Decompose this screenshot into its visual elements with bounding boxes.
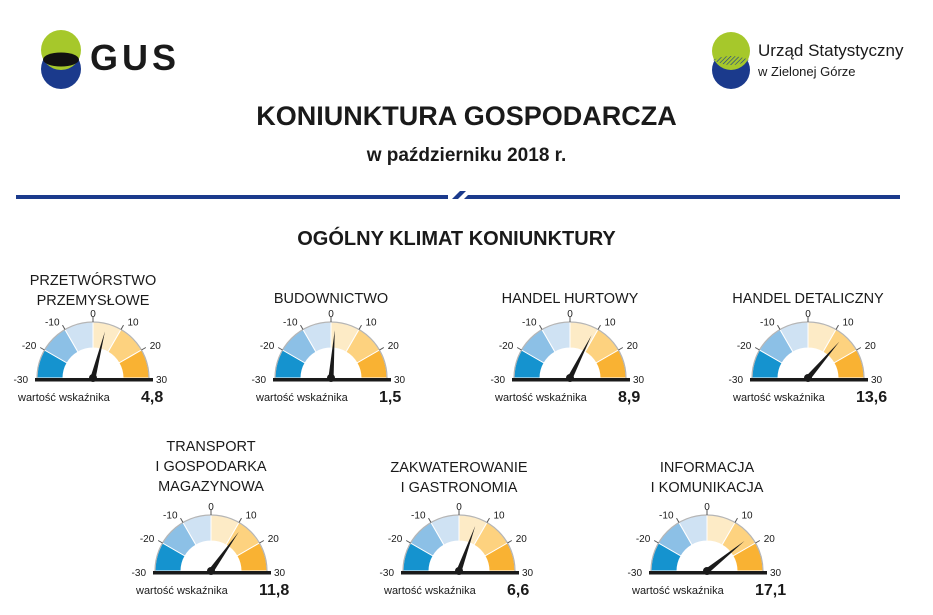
value-caption: wartość wskaźnika: [632, 585, 724, 597]
value-caption: wartość wskaźnika: [136, 585, 228, 597]
gauge-label: PRZETWÓRSTWO PRZEMYSŁOWE: [29, 273, 157, 309]
gauge-tick: [778, 325, 781, 329]
gauge-tick-label: 20: [763, 534, 775, 545]
gauge-tick-label: 0: [704, 502, 710, 513]
gauge-tick: [121, 325, 124, 329]
gauge-needle-hub: [89, 374, 97, 382]
gauge-tick-label: 30: [156, 375, 168, 386]
gauge-tick-label: -20: [387, 534, 403, 545]
gauge-tick-label: -20: [21, 341, 37, 352]
header-divider: [16, 189, 900, 203]
gauge-tick: [239, 518, 242, 522]
gauge-tick-label: 10: [493, 510, 505, 522]
gauge-tick-label: -20: [259, 341, 275, 352]
gauge-tick-label: -30: [251, 375, 266, 386]
gauge-tick-label: 30: [394, 375, 406, 386]
gauge-tick-label: -20: [139, 534, 155, 545]
gauge-dial: [374, 501, 544, 583]
gauge-label: INFORMACJA I KOMUNIKACJA: [650, 460, 764, 496]
gauge-dial: [723, 308, 893, 390]
gauge-tick-label: 10: [127, 317, 139, 329]
gauge-tick-label: -10: [411, 510, 426, 522]
value-caption: wartość wskaźnika: [495, 392, 587, 404]
gauge-tick: [856, 348, 860, 351]
gauge-tick-label: 10: [604, 317, 616, 329]
gauge-dial: [622, 501, 792, 583]
gauge-tick: [517, 348, 521, 351]
gauge-tick-label: 0: [567, 309, 573, 320]
gauge-needle-hub: [566, 374, 574, 382]
gauge-tick-label: 0: [456, 502, 462, 513]
gauge-value: 6,6: [507, 582, 530, 599]
gauge-tick-label: -30: [131, 568, 146, 579]
gauge-tick-label: -10: [163, 510, 178, 522]
gauge-tick: [181, 518, 184, 522]
gauge-tick-label: -30: [13, 375, 28, 386]
gauge-tick: [755, 541, 759, 544]
gauge-tick-label: -10: [45, 317, 60, 329]
gauge-dial: [126, 501, 296, 583]
gauge-label: TRANSPORT I GOSPODARKA MAGAZYNOWA: [155, 439, 267, 495]
gauge-value: 13,6: [856, 389, 888, 406]
gauge-tick-label: 20: [626, 341, 638, 352]
gauge-label: HANDEL HURTOWY: [501, 291, 639, 307]
gauge-label: ZAKWATEROWANIE I GASTRONOMIA: [390, 460, 528, 496]
gauge-tick: [836, 325, 839, 329]
section-title: OGÓLNY KLIMAT KONIUNKTURY: [297, 228, 616, 250]
gauge-tick: [63, 325, 66, 329]
gauge-tick-label: 10: [245, 510, 257, 522]
gauge-tick: [301, 325, 304, 329]
gauge-tick-label: 30: [871, 375, 883, 386]
gauge-tick-label: 20: [864, 341, 876, 352]
statistical-office-logo: [710, 30, 915, 92]
gauge-tick: [735, 518, 738, 522]
gauge-tick-label: -30: [728, 375, 743, 386]
gauge-value: 1,5: [379, 389, 402, 406]
gauge-tick: [259, 541, 263, 544]
gauge-tick-label: 30: [770, 568, 782, 579]
page-title: KONIUNKTURA GOSPODARCZA: [256, 101, 677, 131]
gauge-value: 4,8: [141, 389, 164, 406]
gauge-tick: [507, 541, 511, 544]
gauge-tick: [654, 541, 658, 544]
gauge-tick: [406, 541, 410, 544]
value-caption: wartość wskaźnika: [733, 392, 825, 404]
gauge-tick: [540, 325, 543, 329]
gauge-label: HANDEL DETALICZNY: [732, 291, 884, 307]
value-caption: wartość wskaźnika: [384, 585, 476, 597]
value-caption: wartość wskaźnika: [18, 392, 110, 404]
gauge-tick-label: 0: [208, 502, 214, 513]
gauge-tick: [429, 518, 432, 522]
gauge-tick-label: 20: [387, 341, 399, 352]
gauge-tick-label: -20: [498, 341, 514, 352]
gauge-value: 11,8: [259, 582, 290, 599]
gauge-tick: [618, 348, 622, 351]
gauge-tick: [487, 518, 490, 522]
gauge-dial: [246, 308, 416, 390]
gauge-tick-label: 0: [90, 309, 96, 320]
gauge-needle-hub: [327, 374, 335, 382]
statistical-office-logo-mark: [710, 30, 752, 92]
gauge-needle-hub: [703, 567, 711, 575]
gauge-tick-label: -30: [627, 568, 642, 579]
gauge-tick-label: 10: [842, 317, 854, 329]
gauge-tick-label: -10: [522, 317, 537, 329]
gauge-dial: [8, 308, 178, 390]
office-name-line2: w Zielonej Górze: [758, 64, 856, 79]
gauge-tick-label: 20: [515, 534, 527, 545]
gauge-tick-label: -20: [635, 534, 651, 545]
gauge-tick-label: 30: [522, 568, 534, 579]
gauge-tick-label: 10: [741, 510, 753, 522]
gauge-tick: [40, 348, 44, 351]
gauge-tick: [141, 348, 145, 351]
gauge-tick-label: 30: [633, 375, 645, 386]
gauge-tick-label: -10: [659, 510, 674, 522]
gauge-value: 17,1: [755, 582, 787, 599]
gauge-tick: [677, 518, 680, 522]
gauge-tick-label: -10: [283, 317, 298, 329]
gauge-tick: [379, 348, 383, 351]
gauge-tick-label: -10: [760, 317, 775, 329]
gauge-tick-label: 30: [274, 568, 286, 579]
page-subtitle: w październiku 2018 r.: [366, 145, 567, 166]
gauge-needle-hub: [207, 567, 215, 575]
gauge-tick-label: -20: [736, 341, 752, 352]
gauge-tick-label: 0: [805, 309, 811, 320]
gauge-tick-label: 10: [365, 317, 377, 329]
gus-logo-mark: [40, 29, 82, 91]
gauge-tick-label: 20: [149, 341, 161, 352]
gauge-tick: [278, 348, 282, 351]
gauge-tick: [755, 348, 759, 351]
gauge-tick-label: 20: [267, 534, 279, 545]
gauge-needle-hub: [455, 567, 463, 575]
gauge-tick-label: 0: [328, 309, 334, 320]
value-caption: wartość wskaźnika: [256, 392, 348, 404]
gauge-dial: [485, 308, 655, 390]
gus-logo-text: GUS: [90, 37, 181, 78]
gauge-tick-label: -30: [490, 375, 505, 386]
gauge-value: 8,9: [618, 389, 641, 406]
gauge-label: BUDOWNICTWO: [273, 291, 389, 307]
gauge-needle-hub: [804, 374, 812, 382]
gauge-tick: [359, 325, 362, 329]
office-name-line1: Urząd Statystyczny: [758, 41, 904, 60]
gus-logo: [40, 29, 190, 91]
gauge-tick-label: -30: [379, 568, 394, 579]
gauge-tick: [598, 325, 601, 329]
gauge-tick: [158, 541, 162, 544]
